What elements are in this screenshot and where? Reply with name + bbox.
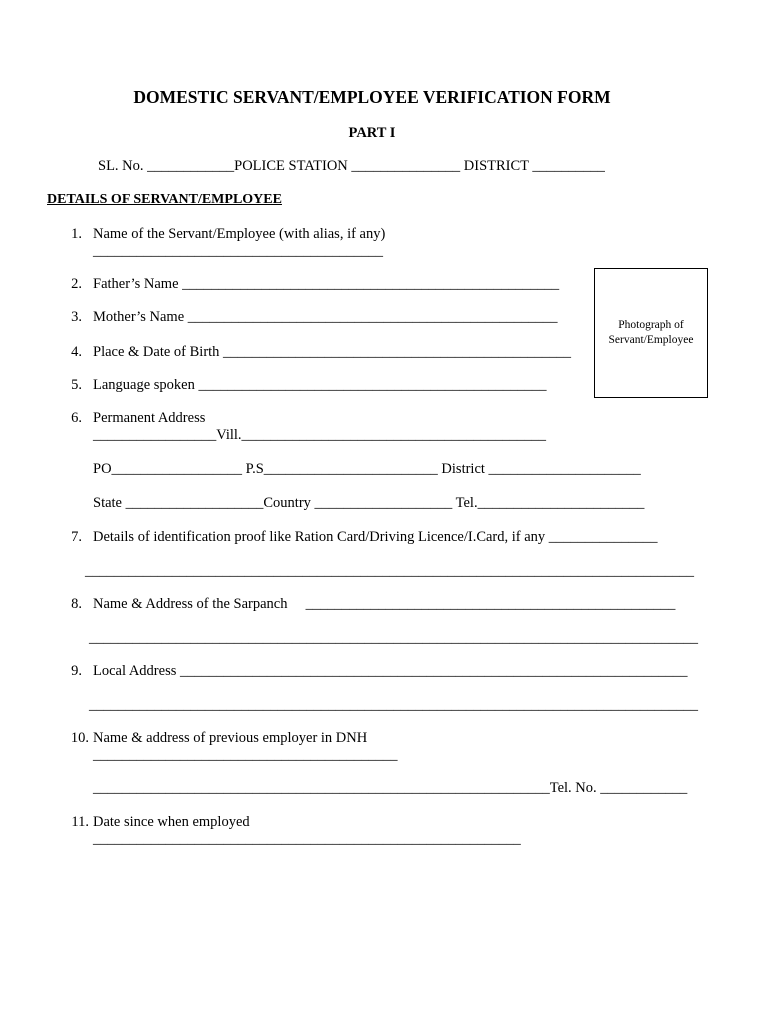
id-proof-field: ____________________________________________________________________________________ xyxy=(85,563,694,579)
item-number: 4. xyxy=(71,344,82,360)
item-number: 3. xyxy=(71,309,82,325)
language-field: Language spoken ________________________________________________ xyxy=(93,377,547,393)
birth-place-date-field: Place & Date of Birth ________________________________________________ xyxy=(93,344,572,360)
item-number: 2. xyxy=(71,276,82,292)
local-address-label: Local Address ______________________________________________________________________ xyxy=(93,663,688,679)
sarpanch-field: ____________________________________________________________________________________ xyxy=(89,630,698,646)
item-number: 8. xyxy=(71,596,82,612)
servant-name-label: Name of the Servant/Employee (with alias, if any) xyxy=(93,226,386,242)
sarpanch-label: Name & Address of the Sarpanch ___________________________________________________ xyxy=(93,596,676,612)
employment-date-label: Date since when employed xyxy=(93,814,250,830)
section-heading: DETAILS OF SERVANT/EMPLOYEE xyxy=(47,192,282,207)
previous-employer-field: __________________________________________ xyxy=(93,747,398,763)
local-address-field: ____________________________________________________________________________________ xyxy=(89,697,698,713)
employment-date-field: ___________________________________________________________ xyxy=(93,831,521,847)
item-number: 1. xyxy=(71,226,82,242)
id-proof-label: Details of identification proof like Ration Card/Driving Licence/I.Card, if any _______________ xyxy=(93,529,658,545)
item-number: 7. xyxy=(71,529,82,545)
serial-station-district-line: SL. No. ____________POLICE STATION _______________ DISTRICT __________ xyxy=(98,158,605,174)
item-number: 9. xyxy=(71,663,82,679)
previous-employer-label: Name & address of previous employer in DNH xyxy=(93,730,368,746)
mother-name-field: Mother’s Name ___________________________________________________ xyxy=(93,309,558,325)
permanent-address-label: Permanent Address xyxy=(93,410,206,426)
servant-name-field: ________________________________________ xyxy=(93,243,383,259)
photograph-label: Photograph of Servant/Employee xyxy=(608,319,694,346)
village-field: _________________Vill.__________________________________________ xyxy=(93,427,547,443)
state-country-tel-field: State ___________________Country ___________________ Tel._______________________ xyxy=(93,495,645,511)
father-name-field: Father’s Name ____________________________________________________ xyxy=(93,276,560,292)
item-number: 11. xyxy=(71,814,89,830)
photograph-box xyxy=(594,268,708,398)
part-label: PART I xyxy=(348,125,396,141)
po-ps-district-field: PO__________________ P.S________________________ District _____________________ xyxy=(93,461,641,477)
item-number: 5. xyxy=(71,377,82,393)
item-number: 10. xyxy=(70,730,89,746)
item-number: 6. xyxy=(71,410,82,426)
form-title: DOMESTIC SERVANT/EMPLOYEE VERIFICATION FORM xyxy=(133,87,611,107)
previous-employer-tel-field: _______________________________________________________________Tel. No. ____________ xyxy=(93,780,688,796)
